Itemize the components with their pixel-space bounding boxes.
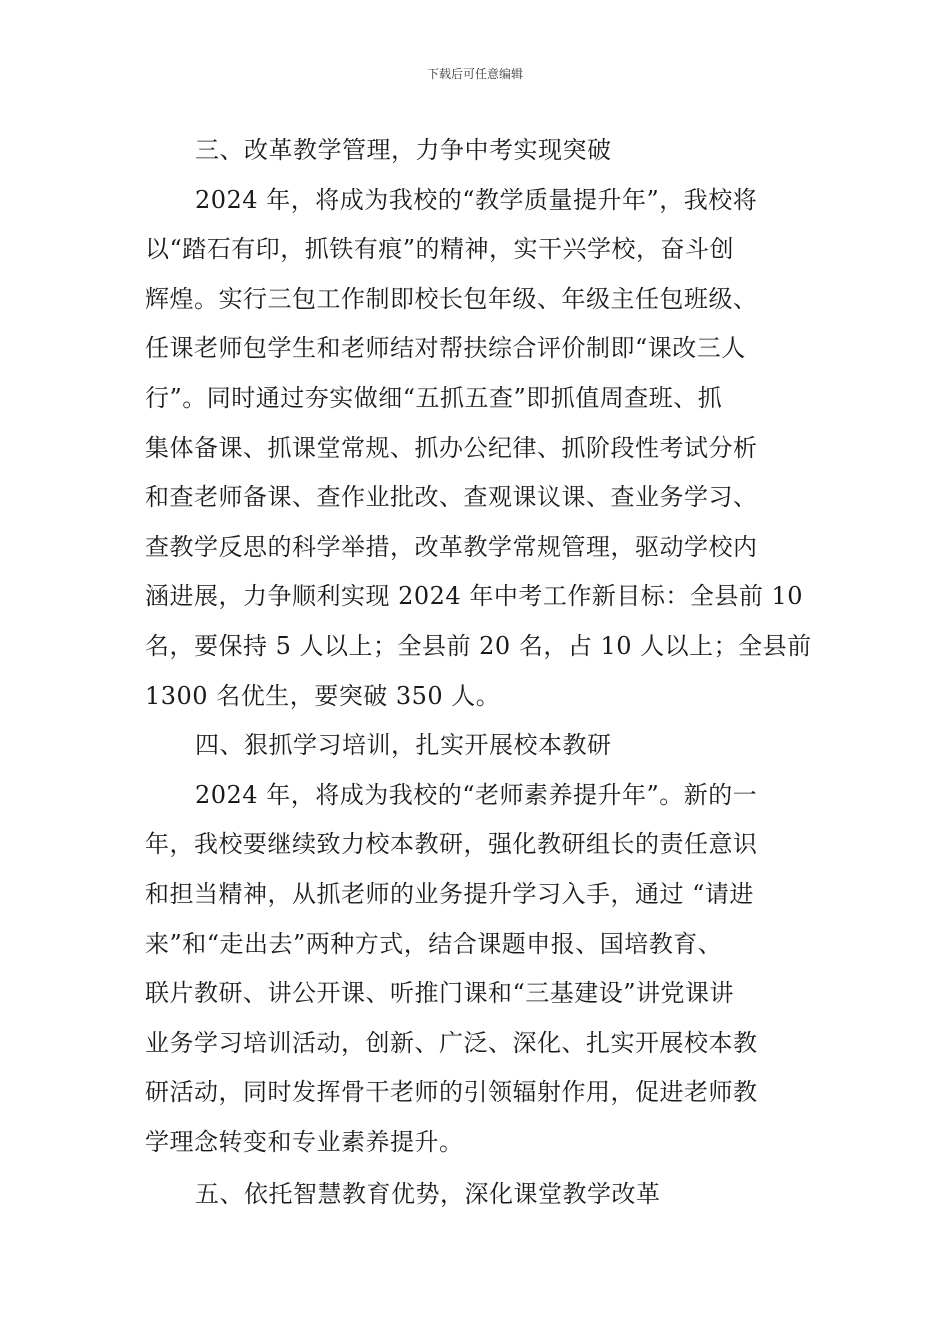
paragraph-line: 来”和“走出去”两种方式，结合课题申报、国培教育、 bbox=[145, 929, 723, 958]
paragraph-line: 辉煌。实行三包工作制即校长包年级、年级主任包班级、 bbox=[145, 284, 758, 313]
paragraph-line: 查教学反思的科学举措，改革教学常规管理，驱动学校内 bbox=[145, 532, 758, 561]
section-heading-4: 四、狠抓学习培训，扎实开展校本教研 bbox=[195, 731, 612, 760]
paragraph-line: 业务学习培训活动，创新、广泛、深化、扎实开展校本教 bbox=[145, 1028, 758, 1057]
document-body bbox=[145, 126, 810, 1220]
section-heading-3: 三、改革教学管理，力争中考实现突破 bbox=[195, 136, 612, 164]
paragraph-line: 学理念转变和专业素养提升。 bbox=[145, 1127, 464, 1156]
paragraph-line: 2024 年，将成为我校的“教学质量提升年”，我校将 bbox=[195, 185, 758, 214]
paragraph-line: 集体备课、抓课堂常规、抓办公纪律、抓阶段性考试分析 bbox=[145, 433, 758, 462]
paragraph-line: 和查老师备课、查作业批改、查观课议课、查业务学习、 bbox=[145, 483, 758, 512]
paragraph-line: 以“踏石有印，抓铁有痕”的精神，实干兴学校，奋斗创 bbox=[145, 235, 735, 264]
paragraph-line: 涵进展，力争顺利实现 2024 年中考工作新目标：全县前 10 bbox=[145, 582, 804, 611]
paragraph-line: 和担当精神，从抓老师的业务提升学习入手，通过 “请进 bbox=[145, 879, 754, 908]
paragraph-line: 行”。同时通过夯实做细“五抓五查”即抓值周查班、抓 bbox=[145, 383, 723, 412]
paragraph-line: 研活动，同时发挥骨干老师的引领辐射作用，促进老师教 bbox=[145, 1078, 758, 1107]
paragraph-line: 任课老师包学生和老师结对帮扶综合评价制即“课改三人 bbox=[145, 334, 746, 363]
paragraph-line: 1300 名优生，要突破 350 人。 bbox=[145, 681, 501, 710]
section-heading-5: 五、依托智慧教育优势，深化课堂教学改革 bbox=[195, 1180, 661, 1209]
paragraph-line: 2024 年，将成为我校的“老师素养提升年”。新的一 bbox=[195, 780, 758, 809]
paragraph-line: 名，要保持 5 人以上；全县前 20 名，占 10 人以上；全县前 bbox=[145, 631, 812, 660]
paragraph-line: 联片教研、讲公开课、听推门课和“三基建设”讲党课讲 bbox=[145, 979, 735, 1008]
paragraph-line: 年，我校要继续致力校本教研，强化教研组长的责任意识 bbox=[145, 830, 758, 859]
page-header: 下载后可任意编辑 bbox=[426, 67, 523, 81]
